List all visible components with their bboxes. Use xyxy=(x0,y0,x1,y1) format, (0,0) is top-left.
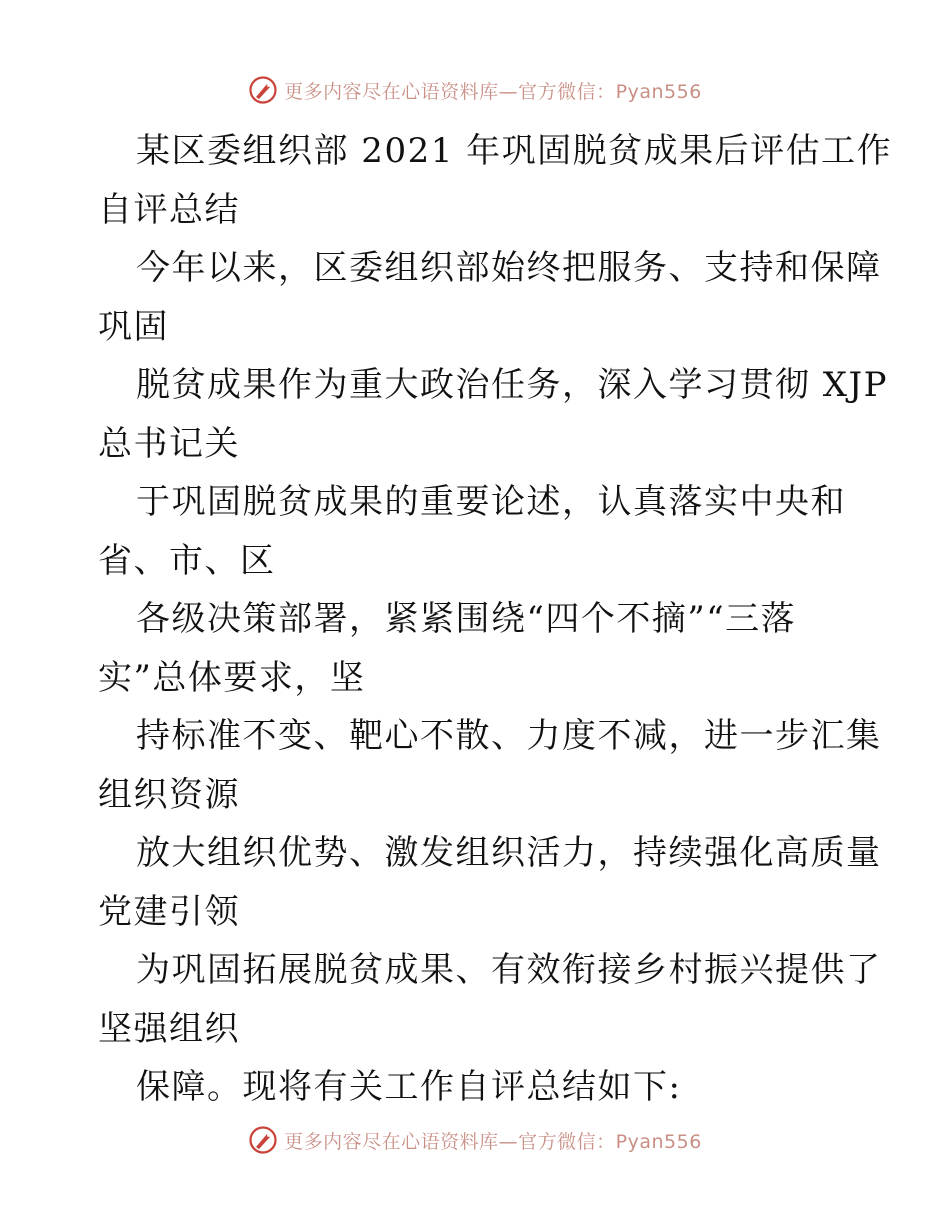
text-line: 为巩固拓展脱贫成果、有效衔接乡村振兴提供了 xyxy=(136,950,882,990)
text-line: 组织资源 xyxy=(98,774,240,815)
text-line: 省、市、区 xyxy=(98,540,276,581)
text-line: 总书记关 xyxy=(98,423,240,464)
pen-nib-logo-icon xyxy=(248,75,278,105)
text-line: 实”总体要求，坚 xyxy=(98,657,366,698)
text-line: 放大组织优势、激发组织活力，持续强化高质量 xyxy=(136,833,882,873)
document-body xyxy=(98,122,893,1117)
pen-nib-logo-icon xyxy=(248,1125,278,1155)
footer-watermark xyxy=(0,1122,950,1158)
watermark-text: 更多内容尽在心语资料库—官方微信：Pyan556 xyxy=(284,1130,702,1153)
text-line: 脱贫成果作为重大政治任务，深入学习贯彻 XJP xyxy=(136,365,889,405)
text-line: 于巩固脱贫成果的重要论述，认真落实中央和 xyxy=(136,482,846,522)
text-line: 党建引领 xyxy=(98,891,240,932)
text-line: 持标准不变、靶心不散、力度不减，进一步汇集 xyxy=(136,716,882,756)
text-line: 保障。现将有关工作自评总结如下: xyxy=(136,1067,682,1107)
text-line: 自评总结 xyxy=(98,189,240,230)
text-line: 坚强组织 xyxy=(98,1008,240,1049)
text-line: 今年以来，区委组织部始终把服务、支持和保障 xyxy=(136,248,882,288)
header-watermark xyxy=(0,72,950,108)
text-line: 某区委组织部 2021 年巩固脱贫成果后评估工作 xyxy=(136,131,893,171)
text-line: 巩固 xyxy=(98,306,169,347)
watermark-text: 更多内容尽在心语资料库—官方微信：Pyan556 xyxy=(284,80,702,103)
text-line: 各级决策部署，紧紧围绕“四个不摘”“三落 xyxy=(136,599,797,639)
